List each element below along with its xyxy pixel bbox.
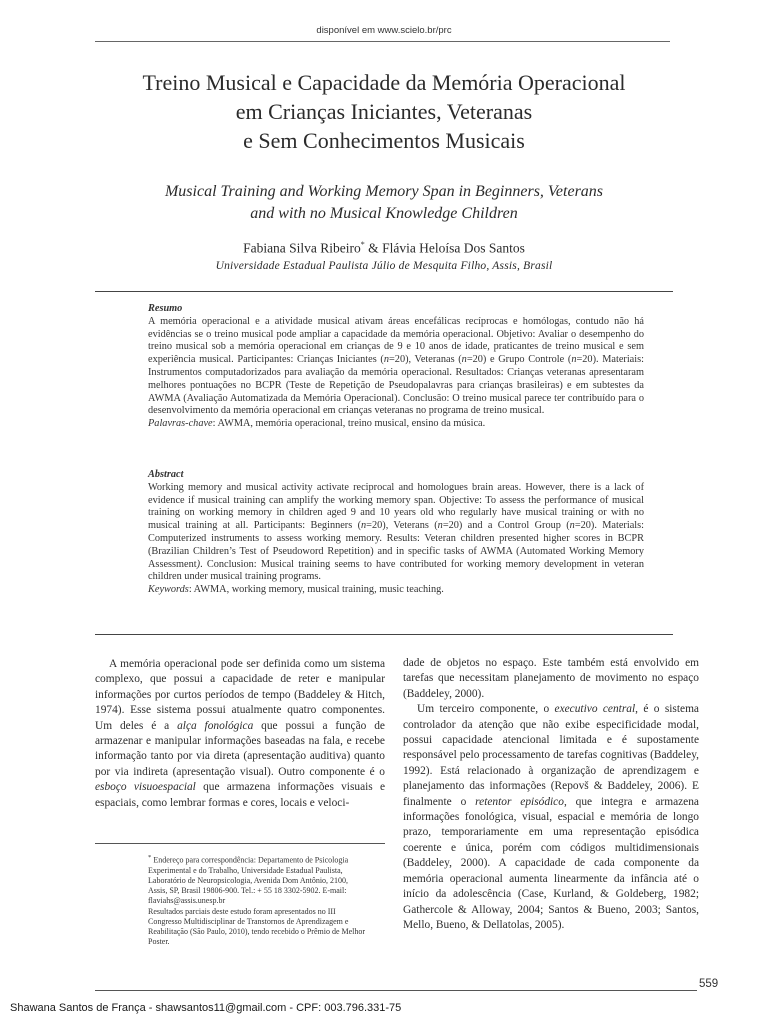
title-pt-line: em Crianças Iniciantes, Veteranas (235, 99, 533, 124)
body-paragraph: A memória operacional pode ser definida como um sistema complexo, que possui a capacidade de reter e manipular informações por curtos períodos de tempo (Baddeley & Hitch, 1974). Esse sistema possui atualmente quatro componentes. Um deles é a alça fonológica que possui a função de armazenar e manipular informações baseadas na fala, e recebe informação tanto por via direta (apresentação auditiva) quanto por via indireta (apresentação visual). Outro componente é o esboço visuoespacial que armazena informações visuais e espaciais, como lembrar formas e cores, locais e veloci- (95, 658, 386, 809)
abstract-keywords: Keywords: AWMA, working memory, musical training, music teaching. (148, 584, 444, 596)
resumo-heading: Resumo (148, 303, 183, 314)
author-name: Flávia Heloísa Dos Santos (382, 240, 525, 256)
abstract-heading: Abstract (148, 469, 184, 480)
body-column-left (95, 657, 385, 811)
author-name: Fabiana Silva Ribeiro (243, 240, 361, 256)
author-joiner: & (364, 240, 383, 256)
author-line (0, 240, 768, 257)
abstract-section (148, 469, 644, 597)
title-en-line: and with no Musical Knowledge Children (250, 205, 518, 222)
title-en-line: Musical Training and Working Memory Span in Beginners, Veterans (164, 183, 604, 200)
body-column-right (403, 656, 699, 933)
body-paragraph: dade de objetos no espaço. Este também está envolvido em tarefas que necessitam planejamento de movimento no espaço (Baddeley, 2000). (403, 657, 699, 700)
header-rule (95, 41, 670, 42)
divider (95, 634, 673, 635)
journal-url: disponível em www.scielo.br/prc (316, 25, 452, 36)
resumo-keywords: Palavras-chave: AWMA, memória operacional, treino musical, ensino da música. (148, 418, 486, 430)
divider (95, 291, 673, 292)
download-watermark: Shawana Santos de França - shawsantos11@gmail.com - CPF: 003.796.331-75 (10, 1002, 402, 1014)
article-title-english (0, 181, 768, 225)
article-title-portuguese (0, 68, 768, 155)
page-number: 559 (699, 978, 719, 990)
footnote-marker: * (360, 240, 365, 249)
abstract-text: Working memory and musical activity activate reciprocal and homologues brain areas. However, there is a lack of evidence if musical training can amplify the working memory span. Objective: To assess the performance of musical training on working memory in children aged 9 and 10 years old who regularly have musical training or with no musical training at all. Participants: Beginners (n=20), Veterans (n=20) and a Control Group (n=20). Materials: Computerized instruments to assess working memory. Results: Veteran children presented higher scores in BCPR (Brazilian Children’s Test of Pseudoword Repetition) and in specific tasks of AWMA (Automated Working Memory Assessment). Conclusion: Musical training seems to have contributed for working memory development in veteran children under musical training programs. (148, 481, 645, 583)
footer-rule (95, 990, 697, 991)
title-pt-line: Treino Musical e Capacidade da Memória Operacional (142, 70, 626, 95)
footnote-note: Resultados parciais deste estudo foram apresentados no III Congresso Multidisciplinar de Transtornos de Aprendizagem e Reabilitação (São Paulo, 2010), tendo recebido o Prêmio de Melhor Poster. (148, 906, 366, 947)
affiliation: Universidade Estadual Paulista Júlio de Mesquita Filho, Assis, Brasil (215, 260, 553, 272)
title-pt-line: e Sem Conhecimentos Musicais (243, 128, 525, 153)
footnote-rule (95, 843, 385, 844)
resumo-text: A memória operacional e a atividade musical ativam áreas encefálicas recíprocas e homólogas, contudo não há evidências se o treino musical pode ampliar a capacidade da memória operacional. Objetivo: Avaliar o desempenho do treino musical sob a memória operacional em crianças de 9 e 10 anos de idade, praticantes de treino musical e sem experiência musical. Participantes: Crianças Iniciantes (n=20), Veteranas (n=20) e Grupo Controle (n=20). Materiais: Instrumentos computadorizados para avaliação da memória operacional. Resultados: Crianças veteranas apresentaram melhores pontuações no BCPR (Teste de Repetição de Pseudopalavras para crianças brasileiras) e em subtestes da AWMA (Avaliação Automatizada da Memória Operacional). Conclusão: O treino musical parece ter contribuído para o desenvolvimento da memória operacional em crianças veteranas no programa de treino musical. (148, 315, 644, 417)
footnote (148, 853, 368, 947)
resumo-section (148, 303, 644, 431)
footnote-address: * Endereço para correspondência: Departamento de Psicologia Experimental e do Trabalho, Universidade Estadual Paulista, Laboratório de Neuropsicologia, Avenida Dom Antônio, 2100, Assis, SP, Brasil 19806-900. Tel.: + 55 18 3302-5902. E-mail: flaviahs@assis.unesp.br (148, 854, 349, 906)
body-paragraph: Um terceiro componente, o executivo central, é o sistema controlador da atenção que não exibe especificidade modal, possui capacidade atencional limitada e é supostamente responsável pelo processamento de tarefas cognitivas (Baddeley, 1992). Está relacionado à organização de aprendizagem e planejamento das informações (Repovš & Baddeley, 2006). E finalmente o retentor episódico, que integra e armazena informações fonológica, visual, espacial e memória de longo prazo, temporariamente em uma representação episódica coerente e única, porém com códigos multidimensionais (Baddeley, 2000). A capacidade de cada componente da memória operacional aumenta linearmente da infância até o início da adolescência (Case, Kurland, & Goldeberg, 1982; Gathercole & Alloway, 2004; Santos & Bueno, 2003; Santos, Mello, Bueno, & Dellatolas, 2005). (403, 703, 699, 931)
